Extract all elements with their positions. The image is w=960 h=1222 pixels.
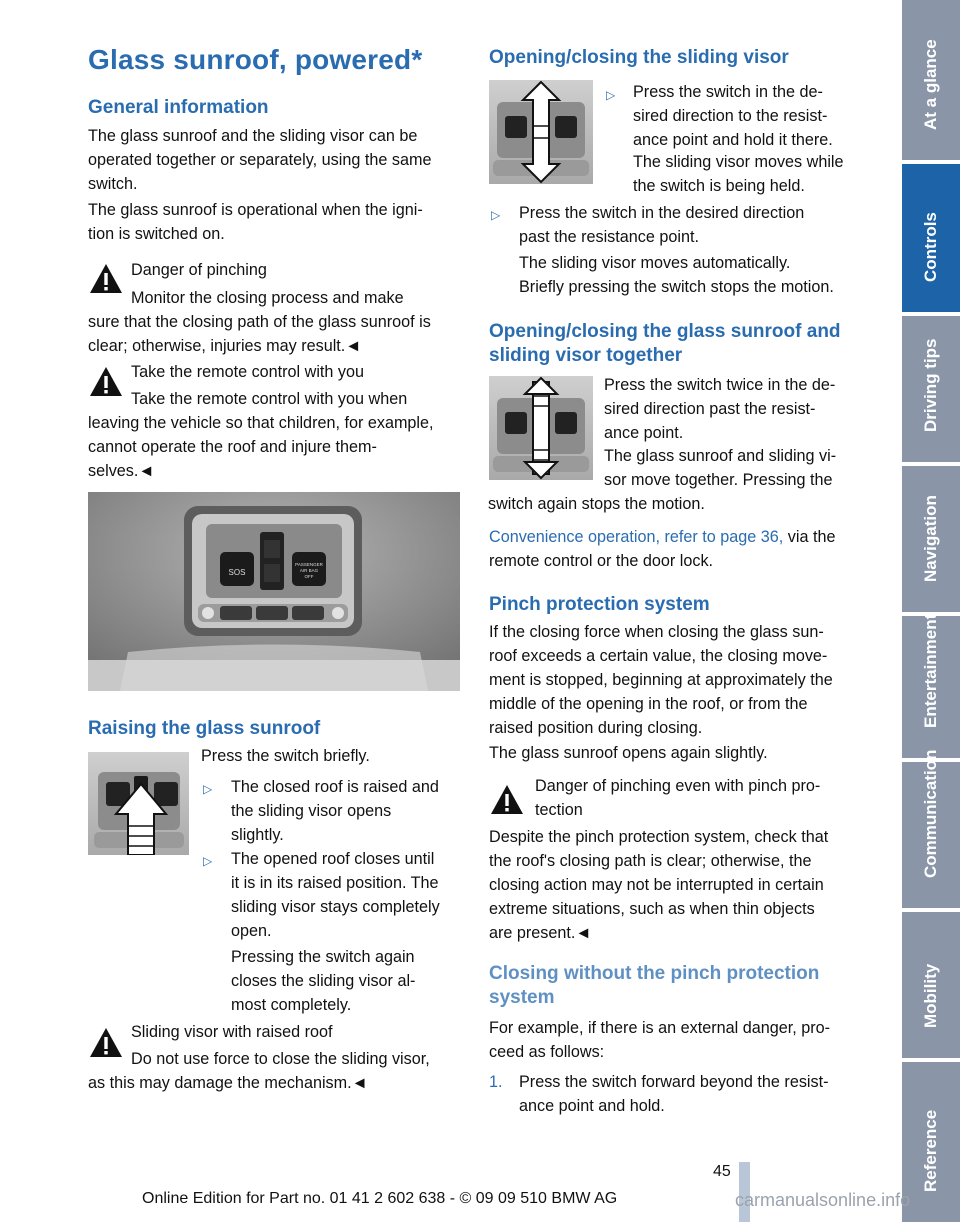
together-para-2-cont: switch again stops the motion.: [488, 495, 705, 513]
raise-bullet-2: The opened roof closes until it is in its raised position. The sliding visor stays completely open.: [231, 850, 440, 940]
svg-text:OFF: OFF: [304, 574, 314, 579]
switch-together-photo: [489, 376, 593, 480]
warning-pinching-body: Monitor the closing process and make sure that the closing path of the glass sunroof is clear; otherwise, injuries may result.◄: [88, 289, 431, 355]
warning-triangle-icon: [489, 783, 525, 816]
heading-together: Opening/closing the glass sunroof and sliding visor together: [489, 321, 841, 366]
tab-driving-tips[interactable]: Driving tips: [902, 316, 960, 462]
bullet-triangle-icon: ▷: [606, 88, 616, 102]
warning-visor-title: Sliding visor with raised roof: [131, 1023, 333, 1041]
visor-bullet-2: Press the switch in the desired direction past the resistance point.: [519, 204, 805, 246]
page-title: Glass sunroof, powered*: [88, 44, 423, 75]
general-para-2: The glass sunroof is operational when the igni- tion is switched on.: [88, 201, 423, 243]
footer-text: Online Edition for Part no. 01 41 2 602 638 - © 09 09 510 BMW AG: [142, 1190, 618, 1207]
overhead-console-photo: [88, 492, 460, 691]
visor-bullet-1: Press the switch in the de- sired direction to the resist- ance point and hold it there.: [633, 83, 833, 149]
raise-bullet-2-extra: Pressing the switch again closes the sliding visor al- most completely.: [231, 948, 416, 1014]
warning-pinch-body: Despite the pinch protection system, check that the roof's closing path is clear; otherwise, the closing action may not be interrupted in certain extreme situations, such as when thin objects are present.◄: [489, 828, 829, 942]
tab-reference[interactable]: Reference: [902, 1062, 960, 1222]
svg-text:SOS: SOS: [228, 568, 246, 577]
tab-mobility[interactable]: Mobility: [902, 912, 960, 1058]
nopinch-para-1: For example, if there is an external danger, pro- ceed as follows:: [489, 1019, 831, 1061]
visor-bullet-1-extra: The sliding visor moves while the switch is being held.: [633, 153, 844, 195]
warning-pinching-title: Danger of pinching: [131, 261, 267, 279]
svg-text:AIR BAG: AIR BAG: [299, 568, 319, 573]
general-para-1: The glass sunroof and the sliding visor can be operated together or separately, using the same switch.: [88, 127, 432, 193]
switch-raise-photo: [88, 752, 189, 855]
warning-remote-body: Take the remote control with you when leaving the vehicle so that children, for example, cannot operate the roof and injure them- selves.◄: [88, 390, 434, 480]
bullet-triangle-icon: ▷: [203, 782, 213, 796]
tab-entertainment[interactable]: Entertainment: [902, 616, 960, 758]
bullet-triangle-icon: ▷: [491, 208, 501, 222]
page-number: 45: [713, 1163, 731, 1180]
tab-navigation[interactable]: Navigation: [902, 466, 960, 612]
tab-communication[interactable]: Communication: [902, 762, 960, 908]
convenience-link[interactable]: Convenience operation, refer to page 36,: [489, 528, 784, 546]
bullet-triangle-icon: ▷: [203, 854, 213, 868]
together-para-2: The glass sunroof and sliding vi- sor move together. Pressing the: [604, 447, 837, 489]
switch-visor-photo: [489, 80, 593, 184]
warning-remote-title: Take the remote control with you: [131, 363, 365, 381]
raise-intro: Press the switch briefly.: [201, 747, 370, 765]
svg-text:PASSENGER: PASSENGER: [295, 562, 323, 567]
warning-visor-body: Do not use force to close the sliding visor, as this may damage the mechanism.◄: [88, 1050, 430, 1092]
chapter-tabs: [902, 0, 960, 1222]
heading-no-pinch: Closing without the pinch protection system: [489, 963, 820, 1008]
heading-raising-sunroof: Raising the glass sunroof: [88, 718, 321, 739]
convenience-para: Convenience operation, refer to page 36, via the remote control or the door lock.: [489, 528, 836, 570]
heading-general-information: General information: [88, 97, 269, 118]
pinch-para-1: If the closing force when closing the glass sun- roof exceeds a certain value, the closing move- ment is stopped, beginning at approximately the middle of the opening in the roof, or from the raised position during closing.: [489, 623, 833, 737]
visor-bullet-2-extra: The sliding visor moves automatically. Briefly pressing the switch stops the motion.: [519, 254, 834, 296]
watermark: carmanualsonline.info: [735, 1190, 911, 1210]
warning-pinch-title: Danger of pinching even with pinch pro- tection: [535, 777, 821, 819]
tab-at-a-glance[interactable]: At a glance: [902, 0, 960, 160]
step-number: 1.: [489, 1073, 503, 1091]
step-1: Press the switch forward beyond the resist- ance point and hold.: [519, 1073, 829, 1115]
heading-sliding-visor: Opening/closing the sliding visor: [489, 47, 789, 68]
heading-pinch-protection: Pinch protection system: [489, 594, 710, 615]
tab-controls[interactable]: Controls: [902, 164, 960, 312]
pinch-para-2: The glass sunroof opens again slightly.: [489, 744, 768, 762]
together-para-1: Press the switch twice in the de- sired direction past the resist- ance point.: [604, 376, 836, 442]
raise-bullet-1: The closed roof is raised and the sliding visor opens slightly.: [231, 778, 439, 844]
